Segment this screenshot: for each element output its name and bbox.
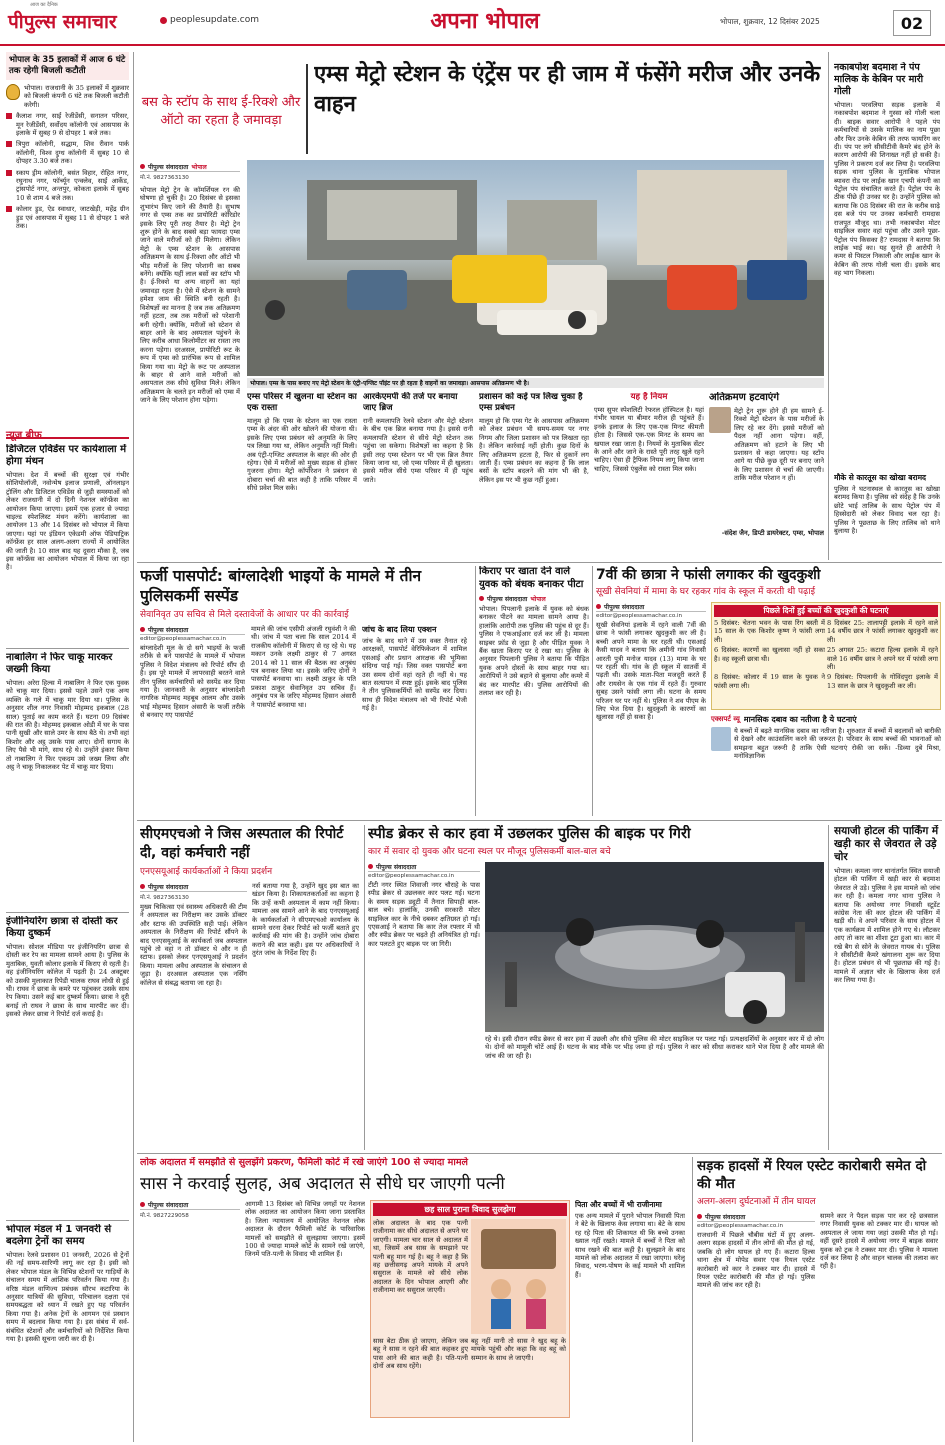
hotel-theft-story: सयाजी होटल की पार्किंग में खड़ी कार से जेवरात ले उड़े चोर भोपाल। कमला नगर थानांतर्गत स्थित सयाजी होटल की पार्किंग में खड़ी कार से बदमाश जेवरात ले उड़े। पुलिस ने इस मामले को जांच कर रही है। कमला नगर थाना पुलिस ने बताया कि अयोध्या नगर निवासी स्टूडेंट कांग्रेस नेता की कार होटल की पार्किंग में खड़ी थी। वे अपने परिवार के साथ होटल में एक कार्यक्रम में शामिल होने गए थे। लौटकर आए तो कार का शीशा टूटा हुआ था। कार में रखे बैग से सोने के जेवरात गायब थे। पुलिस ने सीसीटीवी कैमरे खंगालना शुरू कर दिया है। होटल प्रबंधन से भी पूछताछ की गई है। मामले में अज्ञात चोर के खिलाफ केस दर्ज कर लिया गया है। [834, 825, 940, 985]
lead-photo-traffic-jam [247, 160, 824, 376]
bulb-icon [6, 84, 20, 100]
divider [6, 912, 129, 913]
minor-stab-story: नाबालिग ने फिर चाकू मारकर जख्मी किया भोपाल। अरेरा हिल्स में नाबालिग ने फिर एक युवक को चाकू मार दिया। इससे पहले उसने एक अन्य व्यक्ति के गले में चाकू मार दिया था। पुलिस के अनुसार शील नगर निवासी मोहम्मद इकबाल (28 साल) पुताई का काम करते हैं। घटना 09 दिसंबर की रात की है। मोहम्मद इकबाल ओडी में घर के पास पानी सुखी और साले उमर के साथ बैठे थे। तभी वहां किशोर और अट्ठ उसके पास आए। दोनों सगाय के लिए पैसे भी मांगे, साथ रहे थे। उन्होंने इंकार किया तो नाबालिग ने फिर एकदम उसे जख्म लिया और अट्ठ ने चाकू निकालकर पेट में चाकू मार दिया। [6, 652, 129, 772]
lead-sub2: आरकेएमपी की तर्ज पर बनाया जाए ब्रिज रानी कमलापति रेलवे स्टेशन और मेट्रो स्टेशन के बीच एक ब्रिज बनाया गया है। इससे रानी कमलापति स्टेशन से सीधे मेट्रो स्टेशन तक पहुंचा जा सकेगा। विशेषज्ञों का कहना है कि इसी तरह एम्स स्टेशन पर भी एक ब्रिज तैयार किया जाना था, जो एम्स परिसर में ही खुलता। इससे मरीज सीधे एम्स परिसर में ही पहुंच जाते। [363, 392, 473, 484]
road-accident-story: सड़क हादसों में रियल एस्टेट कारोबारी समेत दो की मौत अलग-अलग दुर्घटनाओं में तीन घायल पीपुल्स संवाददाता editor@peoplessamachar.co.in राजधानी में पिछले चौबीस घंटों में हुए अलग-अलग सड़क हादसों में तीन लोगों की मौत हो गई, जबकि दो लोग घायल हो गए हैं। कटारा हिल्स थाना क्षेत्र में मोपेड सवार एक रियल एस्टेट कारोबारी को कार ने टक्कर मार दी। हादसे में रियल एस्टेट कारोबारी की मौत हो गई। पुलिस मामले की जांच कर रही है। सामने कार ने पैदल सड़क पार कर रहे छत्रसाल नगर निवासी युवक को टक्कर मार दी। घायल को अस्पताल ले जाया गया जहां उसकी मौत हो गई। वहीं दूसरे हादसे में अयोध्या नगर में बाइक सवार युवक को ट्रक ने टक्कर मार दी। पुलिस ने मामला दर्ज कर लिया है और वाहन चालक की तलाश कर रही है। [697, 1158, 938, 1290]
power-item: स्काय ड्रीम कॉलोनी, बसंत विहार, रोहित नगर, रघुनाथ नगर, फॉर्च्यून एन्क्लेव, साईं आर्केड, ट्रांसपोर्ट नगर, अन्तपुर, कोकता इलाके में सुबह 10 से शाम 4 बजे तक। [6, 169, 129, 203]
power-item: कोलार ड्रुड, ऐड स्वाधार, जाटखेड़ी, महेंद्र ग्रीन ड्रुड एवं आसपास में सुबह 11 से दोपहर 1 बजे तक। [6, 205, 129, 230]
dateline: भोपाल, शुक्रवार, 12 दिसंबर 2025 [720, 17, 820, 26]
reporter-icon [140, 627, 145, 632]
lead-kicker: बस के स्टॉप के साथ ई-रिक्शे और ऑटो का रहता है जमावड़ा [141, 95, 301, 128]
divider [6, 1220, 129, 1221]
overturned-car-photo [485, 862, 824, 1032]
masthead-rule [0, 44, 945, 46]
divider [364, 825, 365, 1150]
reporter-icon [140, 1202, 145, 1207]
petrol-pump-story: नकाबपोश बदमाश ने पंप मालिक के केबिन पर मारी गोली भोपाल। परवलिया सड़क इलाके में नकाबपोश बदमाश ने गुस्सा को गोली चला दी। बाइक सवार आरोपी ने पहले पंप कर्मचारियों से उसके मालिक का नाम पूछा और फिर उनके केबिन की तरफ फायरिंग कर दी। पंप पर लगे सीसीटीवी कैमरे बंद होने के कारण आरोपी की शिनाख्त नहीं हो सकी है। पुलिस ने प्रकरण दर्ज कर लिया है। परवलिया सड़क थाना पुलिस के मुताबिक भोपाल ब्यावरा रोड पर लाईक खान एचपी कंपनी का पेट्रोल पंप संचालित करते हैं। पेट्रोल पंप के ठीक पीछे ही उनका घर है। उन्होंने पुलिस को बताया कि 08 दिसंबर की रात के करीब साढ़े दस बजे पंप पर उनका कर्मचारी रामदास राजपूत मौजूद था। तभी नकाबपोश मोटर साइकिल सवार वहां पहुंचा और उसने पूछा-पेट्रोल पंप किसका है? रामदास ने बताया कि लाईक भाई का। यह सुनते ही आरोपी ने कमर से पिस्टल निकाली और लाईक खान के केबिन की तरफ गोली चला दी। इसके बाद वह भाग निकला। मौके से कारतूस का खोखा बरामद पुलिस ने घटनास्थल से कारतूस का खोखा बरामद किया है। पुलिस को संदेह है कि उनके छोटे भाई तालिब के साथ पेट्रोल पंप में हिस्सेदारी को लेकर विवाद चल रहा है। पुलिस ने पूछताछ के लिए तालिब को थाने बुलाया है। [834, 62, 940, 536]
reporter-icon [697, 1214, 702, 1219]
lok-adalat-story: लोक अदालत में समझौते से सुलझेंगे प्रकरण, फैमिली कोर्ट में रखे जाएंगे 100 से ज्यादा मामले सास ने करवाई सुलह, अब अदालत से सीधे घर जाएगी पत्नी पीपुल्स संवाददाता मो.नं. 9827229058 आगामी 13 दिसंबर को विभिन्न जगहों पर नेशनल लोक अदालत का आयोजन किया जाना प्रस्तावित है। जिला न्यायालय में आयोजित नेशनल लोक अदालत के दौरान फैमिली कोर्ट के पारिवारिक मामलों को समझौते से सुलझाया जाएगा। इसमें 100 से ज्यादा मामले कोर्ट के सामने रखे जाएंगे, जिनमें पति-पत्नी के विवाद भी शामिल हैं। छह साल पुराना विवाद सुलझेगा लोक अदालत के बाद एक पत्नी राजीनामा कर सीधे अदालत से अपने घर जाएगी। मामला चार साल से अदालत में था, जिसमें अब सास के समझाने पर पत्नी बहू मान गई है। बहू ने कहा है कि वह छत्तीसगढ़ अपने मायके में अपने ससुराल के मामले को सीधे लोक अदालत के दिन भोपाल आएगी और राजीनामा कर ससुराल जाएगी। सास बेटा ठीक हो जाएगा, लेकिन जब बहू ने सास न रहने की बात कहकर हुए पास आने की बात कही है। पति-पत्नी दोनों अब साथ रहेंगे। बहू नहीं मानी तो सास ने खुद बहू के मायके पहुंची और कहा कि वह बहू को सम्मान के साथ ले जाएगी। पिता और बच्चों में भी राजीनामा एक अन्य मामले में पुराने भोपाल निवासी पिता ने बेटे के खिलाफ केस लगाया था। बेटे के साथ रह रहे पिता की शिकायत थी कि बच्चे उनका ख्याल नहीं रखते। मामले में बच्चों ने पिता को साथ रखने की बात कही है। सुलझाने के बाद मामले को लोक अदालत में रखा जाएगा। घरेलू विवाद, भरण-पोषण के कई मामले भी शामिल हैं। [140, 1157, 685, 1442]
news-brief-label: न्यूज ब्रीफ [6, 423, 129, 439]
reporter-icon [140, 884, 145, 889]
power-cut-story [6, 52, 129, 472]
suicide-incidents-box: पिछले दिनों हुई बच्चों की खुदकुशी की घटनाएं 5 दिसंबर: चेतना भवन के पास रिंग बस्ती में 15 साल के एक किशोर कृष्ण ने फांसी लगा ली। 8 दिसंबर 25: तालापट्टी इलाके में रहने वाले 14 वर्षीय छात्र ने फांसी लगाकर खुदकुशी कर ली। 6 दिसंबर: कारणों का खुलासा नहीं हो सका है। वह स्कूली छात्रा थी। 25 अगस्त 25: कटारा हिल्स इलाके में रहने वाले 16 वर्षीय छात्र ने अपने घर में फांसी लगा ली। 8 दिसंबर: कोलार में 19 साल के युवक ने फांसी लगा ली। 9 दिसंबर: पिपलानी के गोविंदपुरा इलाके में 13 साल के छात्र ने खुदकुशी कर ली। [711, 602, 941, 710]
paper-logo [8, 8, 117, 34]
divider [137, 820, 942, 821]
website[interactable]: peoplesupdate.com [160, 15, 259, 25]
lead-sub1: एम्स परिसर में खुलना था स्टेशन का एक रास्ता मालूम हो कि एम्स के स्टेशन का एक रास्ता एम्स के अंदर की ओर खोलने की योजना थी। इसके लिए एम्स प्रबंधन को अनुमति के लिए पत्र लिखा गया था, लेकिन अनुमति नहीं मिली। अब एंट्री-एग्जिट अस्पताल के बाहर की ओर ही रहेगा। ऐसे में मरीजों को मुख्य सड़क से होकर गुजरना होगा। मेट्रो कॉर्पोरेशन ने प्रबंधन से दोबारा चर्चा की बात कही है ताकि परिसर में सीधे प्रवेश मिल सके। [247, 392, 357, 493]
lead-photo-caption: भोपाल। एम्स के पास बनाए गए मेट्रो स्टेशन के एंट्री-एग्जिट पॉइंट पर ही रहता है वाहनों का जमावड़ा। आसपास अतिक्रमण भी है। [247, 378, 824, 388]
section-title: अपना भोपाल [430, 9, 540, 34]
hostage-story: किराए पर खाता देने वाले युवक को बंधक बनाकर पीटा पीपुल्स संवाददाता भोपाल भोपाल। पिपलानी इलाके में युवक को बंधक बनाकर पीटने का मामला सामने आया है। हालांकि आरोपी तक पुलिस की पहुंच से दूर हैं। पुलिस ने एफआईआर दर्ज कर ली है। मामला साइबर फ्रॉड से जुड़ा है और पीड़ित युवक ने बैंक खाता किराए पर दे रखा था। पुलिस के अनुसार पिपलानी पुलिस ने बताया कि पीड़ित युवक अपने दोस्तों के साथ बाहर गया था। आरोपियों ने उसे बहाने से बुलाया और कमरे में बंद कर मारपीट की। पुलिस आरोपियों की तलाश कर रही है। [479, 566, 589, 698]
official-photo [709, 407, 731, 433]
logo-text: पीपुल्स समाचार [8, 11, 117, 33]
divider [828, 825, 829, 1150]
lead-quote-box: अतिक्रमण हटवाएंगे मेट्रो ट्रेन शुरू होने ही हम सामने ई-रिक्शे मेट्रो स्टेशन के पास मरीजों के लिए रहे कर देंगे। इससे मरीजों को पैदल नहीं आना पड़ेगा। वहीं, अतिक्रमण को हटाने के लिए भी प्रशासन से कहा जाएगा। यह स्टॉप आगे या पीछे कुछ दूरी पर बनाए जाने के लिए प्रशासन से चर्चा की जाएगी। ताकि मरीज परेशान न हों। -संदेश जैन, डिप्टी डायरेक्टर, एम्स, भोपाल [709, 392, 824, 537]
six-year-dispute-box: छह साल पुराना विवाद सुलझेगा लोक अदालत के बाद एक पत्नी राजीनामा कर सीधे अदालत से अपने घर जाएगी। मामला चार साल से अदालत में था, जिसमें अब सास के समझाने पर पत्नी बहू मान गई है। बहू ने कहा है कि वह छत्तीसगढ़ अपने मायके में अपने ससुराल के मामले को सीधे लोक अदालत के दिन भोपाल आएगी और राजीनामा कर ससुराल जाएगी। सास बेटा ठीक हो जाएगा, लेकिन जब बहू ने सास न रहने की बात कहकर हुए पास आने की बात कही है। पति-पत्नी दोनों अब साथ रहेंगे। बहू नहीं मानी तो सास ने खुद बहू के मायके पहुंची और कहा कि वह बहू को सम्मान के साथ ले जाएगी। [370, 1200, 570, 1418]
expert-photo [711, 727, 731, 751]
logo-tagline: आज का दैनिक [30, 2, 58, 8]
power-item: कैलाश नगर, साईं रेजीडेंसी, सनातन परिसर, मून रेजीडेंसी, सर्वोदय कॉलोनी एवं आसपास के इलाके में सुबह 9 से दोपहर 1 बजे तक। [6, 112, 129, 137]
left-col-divider [133, 52, 134, 1442]
reporter-icon [479, 596, 484, 601]
lead-byline: पीपुल्स संवाददाता भोपाल मो.नं. 9827363130 [140, 162, 240, 181]
engineering-story: इंजीनियरिंग छात्रा से दोस्ती कर किया दुष्कर्म भोपाल। सोशल मीडिया पर इंजीनियरिंग छात्रा से दोस्ती कर रेप का मामला सामने आया है। पुलिस के मुताबिक, युवती कोलार इलाके में किराए से रहती है। वह इंजीनियरिंग कॉलेज में पढ़ती है। 24 अक्टूबर को उसकी मुलाकात रिपेडी चालक राघव लोधी से हुई थी। राघव ने छात्रा के कमरे पर पहुंचकर उसके साथ रेप किया। उसने कई बार दुष्कर्म किया। छात्रा ने दूरी बनाई तो राघव ने छात्रा के साथ मारपीट कर दी। इसको लेकर छात्रा ने रिपोर्ट दर्ज कराई है। [6, 916, 129, 1019]
lead-headline: एम्स मेट्रो स्टेशन के एंट्रेंस पर ही जाम में फंसेंगे मरीज और उनके वाहन [314, 62, 821, 117]
power-item: त्रिपुरा कॉलोनी, सद्धाम, शिव रीवान पार्क कॉलोनी, विश्व दुग्ध कॉलोनी में सुबह 10 से दोपहर 3.30 बजे तक। [6, 140, 129, 165]
photo-illustration [485, 862, 824, 1032]
divider [306, 64, 308, 154]
rail-story: भोपाल मंडल में 1 जनवरी से बदलेगा ट्रेनों का समय भोपाल। रेलवे प्रशासन 01 जनवरी, 2026 से ट्रेनों की नई समय-सारिणी लागू कर रहा है। इसी को लेकर भोपाल मंडल के विभिन्न स्टेशनों पर गाड़ियों के संचालन समय में आंशिक परिवर्तन किया गया है। वरिष्ठ मंडल वाणिज्य प्रबंधक सौरभ कटारिया के अनुसार यात्रियों की सुविधा, परिचालन दक्षता एवं समयबद्धता को ध्यान में रखते हुए यह परिवर्तन किया गया है। अनेक ट्रेनों के आगमन एवं प्रस्थान समय में बदलाव किया गया है। इस संबंध में सर्व-संबंधित स्टेशनों और कर्मचारियों को निर्देशित किया गया है। इसकी सूचना जारी कर दी है। [6, 1224, 129, 1344]
globe-icon [160, 17, 167, 24]
divider [692, 1157, 693, 1442]
reporter-icon [140, 164, 145, 169]
reporter-icon [368, 864, 373, 869]
family-illustration [471, 1219, 566, 1334]
photo-illustration [247, 160, 824, 376]
masthead [0, 0, 945, 44]
lead-body: भोपाल मेट्रो ट्रेन के कॉमर्शियल रन की घोषणा हो चुकी है। 20 दिसंबर से इसका शुभारंभ किए जाने की तैयारी है। सुभाष नगर से एम्स तक का प्रायोरिटी कॉरिडोर इसके लिए पूरी तरह तैयार है। मेट्रो ट्रेन शुरू होने के बाद सबसे बड़ा फायदा एम्स जाने वाले मरीजों को ही मिलेगा। लेकिन मेट्रो के एम्स स्टेशन के आसपास अतिक्रमण के साथ ई-रिक्शा और ऑटो भी भीड़ मरीजों के लिए परेशानी का सबब बनेंगे। क्योंकि यहीं लाल बसों का स्टॉप भी है। ई-रिक्शे या अन्य वाहनों का यहां जमावड़ा रहता है। ऐसे में स्टेशन के सामने हमेशा जाम की स्थिति बनी रहती है। विशेषज्ञों का मानना है जब तक अतिक्रमण नहीं हटता, तब तक मरीजों को परेशानी बनी रहेगी। क्योंकि, मरीजों को स्टेशन से बाहर आने के बाद अस्पताल पहुंचने के लिए करीब आधा किलोमीटर का रास्ता तय करना पड़ेगा। दरअसल, प्रायोरिटी रूट के रूप में एम्स को प्रारंभिक रूप से शामिल किया गया था। मेट्रो के रूट पर अस्पताल के बाहर से आने वाले मरीजों को असपताल तक सीधे सुविधा मिले। लेकिन अतिक्रमण के चलते इन मरीजों को एम्स में जाने के लिए परेशान होना पड़ेगा। [140, 186, 240, 405]
student-suicide-story: 7वीं की छात्रा ने फांसी लगाकर की खुदकुशी सूखी सेवनियां में मामा के घर रहकर गांव के स्कूल में करती थी पढ़ाई पीपुल्स संवाददाता editor@peoplessamachar.co.in सूखी सेवनियां इलाके में रहने वाली 7वीं की छात्रा ने फांसी लगाकर खुदकुशी कर ली है। बच्ची अपने मामा के घर रहती थी। एसआई कैसी यादव ने बताया कि अमीनी गांव निवासी आरती पुत्री मनोज यादव (13) मामा के घर पर रहती थी। गांव के ही स्कूल में सातवीं में पढ़ती थी। उसके माता-पिता मजदूरी करते हैं और रायसेन के एक गांव में रहते हैं। गुरुवार सुबह उसने फांसी लगा ली। घटना के समय परिजन घर पर नहीं थे। पुलिस ने शव पीएम के लिए भेज दिया है। खुदकुशी के कारणों का खुलासा नहीं हो सका है। पिछले दिनों हुई बच्चों की खुदकुशी की घटनाएं 5 दिसंबर: चेतना भवन के पास रिंग बस्ती में 15 साल के एक किशोर कृष्ण ने फांसी लगा ली। 8 दिसंबर 25: तालापट्टी इलाके में रहने वाले 14 वर्षीय छात्र ने फांसी लगाकर खुदकुशी कर ली। 6 दिसंबर: कारणों का खुलासा नहीं हो सका है। वह स्कूली छात्रा थी। 25 अगस्त 25: कटारा हिल्स इलाके में रहने वाले 16 वर्षीय छात्र ने अपने घर में फांसी लगा ली। 8 दिसंबर: कोलार में 19 साल के युवक ने फांसी लगा ली। 9 दिसंबर: पिपलानी के गोविंदपुरा इलाके में 13 साल के छात्र ने खुदकुशी कर ली। एक्सपर्ट व्यू मानसिक दबाव का नतीजा है ये घटनाएं ये बच्चों में बढ़ते मानसिक दबाव का नतीजा है। शुरुआत में बच्चों में बदलावों को बारीकी से देखने और काउंसलिंग करने की जरूरत है। परिवार के साथ बच्चों की भावनाओं को समझना बहुत जरूरी है ताकि ऐसी घटनाएं रोकी जा सकें। -डिव्या दुबे मिश्रा, मनोविज्ञानिक [596, 567, 941, 761]
page-number: 02 [893, 10, 931, 36]
divider [6, 648, 129, 649]
cmho-story: सीएमएचओ ने जिस अस्पताल की रिपोर्ट दी, वहां कर्मचारी नहीं एनएसयूआई कार्यकर्ताओं ने किया प्रदर्शन पीपुल्स संवाददाता मो.नं. 9827363130 मुख्य चिकित्सा एवं स्वास्थ्य अधिकारी की टीम ने अस्पताल का निरीक्षण कर उसके डॉक्टर और स्टाफ की उपस्थिति सही पाई। लेकिन अस्पताल के निरीक्षण की रिपोर्ट सौंपने के बाद एनएसयूआई के कार्यकर्ता जब अस्पताल पहुंचे तो वहां न तो डॉक्टर थे और न ही स्टाफ। इसको लेकर एनएसयूआई ने प्रदर्शन किया। मामला अवैध अस्पताल के संचालन से जुड़ा है। दरअसल अस्पताल एक नर्सिंग कॉलेज से संबद्ध बताया जा रहा है। नर्स बताया गया है, उन्होंने खुद इस बात का खंडन किया है। शिकायतकर्ताओं का कहना है कि उन्हें कभी अस्पताल में काम नहीं किया। मामला अब सामने आने के बाद एनएसयूआई के कार्यकर्ताओं ने सीएमएचओ कार्यालय के सामने धरना देकर रिपोर्ट को फर्जी बताते हुए कार्रवाई की मांग की है। उन्होंने जांच दोबारा कराने की बात कही। इस पर अधिकारियों ने तुरंत जांच के निर्देश दिए हैं। [140, 826, 359, 987]
divider [137, 562, 942, 563]
speed-breaker-story: स्पीड ब्रेकर से कार हवा में उछलकर पुलिस की बाइक पर गिरी कार में सवार दो युवक और घटना स्थल पर मौजूद पुलिसकर्मी बाल-बाल बचे पीपुल्स संवाददाता editor@peoplessamachar.co.in टीटी नगर स्थित शिवाजी नगर चौराहे के पास स्पीड ब्रेकर से उछलकर कार पलट गई। घटना के समय सड़क ड्यूटी में तैनात सिपाही बाल-बाल बचे। हालांकि, उनकी सरकारी मोटर साइकिल कार के नीचे दबकर क्षतिग्रस्त हो गई। एएसआई ने बताया कि कार तेज रफ्तार में थी और स्पीड ब्रेकर पर चढ़ते ही अनियंत्रित हो गई। कार पलटते हुए बाइक पर जा गिरी। रहे थे। इसी दौरान स्पीड ब्रेकर से कार हवा में उछली और सीधे पुलिस की मोटर साइकिल पर पलट गई। प्रत्यक्षदर्शियों के अनुसार कार में दो लोग थे। दोनों को मामूली चोटें आई हैं। घटना के बाद मौके पर भीड़ जमा हो गई। पुलिस ने कार को सीधा कराकर थाने भेज दिया है और मामले की जांच की जा रही है। [368, 826, 824, 1060]
divider [137, 1153, 942, 1154]
power-cut-headline: भोपाल के 35 इलाकों में आज 6 घंटे तक रहेगी बिजली कटौती [6, 52, 129, 80]
digital-evidence-story: डिजिटल एविडेंस पर कार्यशाला में होगा मंथन भोपाल। देश में बच्चों की सुरक्षा एवं गंभीर सोशियोलॉजी, नवोन्मेष इलाज प्रणाली, ऑनलाइन ट्रोलिंग और डिजिटल एविडेंस से जुड़ी समस्याओं को लेकर राजधानी में दो दिनी नेशनल कॉन्फ्रेंस का आयोजन किया जाएगा। इसमें एक हजार से ज्यादा चाइल्ड स्पेशलिस्ट मंथन करेंगे। कार्यशाला का आयोजन 13 और 14 दिसंबर को भोपाल में किया जाएगा। यहां पर इंडियन एकेडमी ऑफ पेडियाट्रिक कॉन्फ्रेंस हर साल अलग-अलग राज्यों में आयोजित की जाती है। 10 साल बाद यह दूसरा मौका है, जब इस कॉन्फ्रेंस का आयोजन भोपाल में किया जा रहा है। [6, 444, 129, 572]
reporter-icon [596, 604, 601, 609]
divider [592, 566, 593, 816]
divider [475, 566, 476, 816]
lead-rule-box: यह है नियम एम्स सुपर स्पेशलिटी रेफरल हॉस्पिटल है। यहां गंभीर घायल या बीमार मरीज ही पहुंचते हैं। इनके इलाज के लिए एक-एक मिनट कीमती होता है। जिससे एक-एक मिनट के समय का खयाल रखा जाता है। नियमों के मुताबिक सेंटर के आने और जाने के रास्ते पूरी तरह खुले रहने चाहिए। ऐसा ही ट्रैफिक नियम लागू किया जाना चाहिए, जिससे एंबुलेंस को रास्ता मिल सके। [594, 392, 704, 473]
fake-passport-story: फर्जी पासपोर्ट: बांग्लादेशी भाइयों के मामले में तीन पुलिसकर्मी सस्पेंड सेवानिवृत उप सचिव से मिले दस्तावेजों के आधार पर की कार्रवाई पीपुल्स संवाददाता editor@peoplessamachar.co.in बांग्लादेशी मूल के दो सगे भाइयों के फर्जी तरीके से बने पासपोर्ट के मामले में भोपाल पुलिस ने विदेश मंत्रालय को रिपोर्ट सौंप दी है। इस पूरे मामले में लापरवाही बरतने वाले तीन पुलिस कर्मचारियों को सस्पेंड कर दिया गया है। जानकारी के अनुसार बांग्लादेशी नागरिक मोहम्मद महबूब आलम और उसके भाई मोहम्मद हिसान अंसारी के फर्जी तरीके से बनवाए गए पासपोर्ट मामले की जांच एसीपी अंजली रघुवंशी ने की थी। जांच में पता चला कि साल 2014 में राजकीय कॉलोनी में किराए से रह रहे थे। यह मकान उनके लक्ष्मी ठाकुर से 7 अगस्त 2014 को 11 साल की बैठक का अनुबंध पत्र बनाकर लिया था। इसके जरिए दोनों ने पासपोर्ट बनवाया था। लक्ष्मी ठाकुर के पति प्रकाश ठाकुर सेवानिवृत उप सचिव हैं। अनुबंध पत्र के जरिए मोहम्मद हिसान अंसारी ने पासपोर्ट बनवाया था। जांच के बाद लिया एक्शन जांच के बाद थाने में उस वक्त तैनात रहे आरक्षकों, पासपोर्ट वेरिफिकेशन में शामिल एसआई और प्रधान आरक्षक की भूमिका संदिग्ध पाई गई। जिस वक्त पासपोर्ट बना उस समय दोनों वहां रहते ही नहीं थे। यह बात सत्यापन में स्पष्ट हुई। इसके बाद पुलिस ने तीन पुलिसकर्मियों को सस्पेंड कर दिया। साथ ही विदेश मंत्रालय को भी रिपोर्ट भेजी गई है। [140, 567, 467, 720]
court-illustration [471, 1219, 566, 1334]
lead-sub3: प्रशासन को कई पत्र लिख चुका है एम्स प्रबंधन मालूम हो कि एम्स गेट के आसपास अतिक्रमण को लेकर प्रबंधन भी समय-समय पर नगर निगम और जिला प्रशासन को पत्र लिखता रहा है। लेकिन कार्रवाई नहीं होती। कुछ दिनों के लिए अतिक्रमण हटता है, फिर से दुकानें लग जाती हैं। एम्स प्रबंधन का कहना है कि लाल बसों के स्टॉप बदलने की मांग भी की है, लेकिन इस पर भी कुछ नहीं हुआ। [479, 392, 589, 484]
right-col-divider [828, 52, 829, 560]
power-cut-body: भोपाल। राजधानी के 35 इलाकों में शुक्रवार को बिजली कंपनी 6 घंटे तक बिजली कटौती करेगी। [24, 84, 129, 109]
